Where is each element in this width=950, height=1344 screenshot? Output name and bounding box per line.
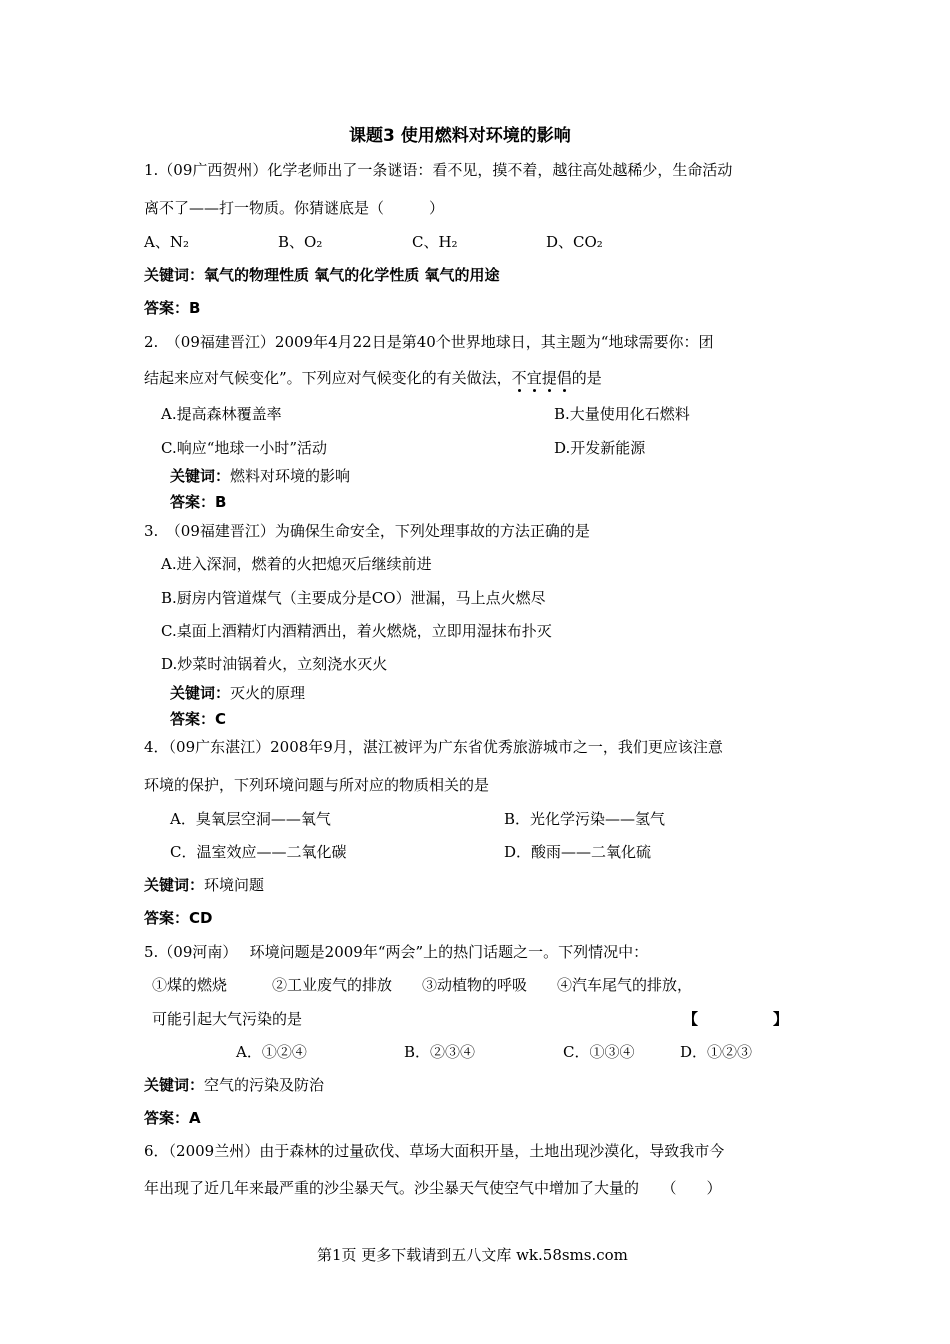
q2-answer: 答案：B — [170, 493, 227, 511]
q1-option-a: A、N₂ — [144, 233, 189, 251]
q1-stem-line2: 离不了——打一物质。你猜谜底是（ ） — [144, 199, 445, 217]
q5-option-d: D．①②③ — [680, 1043, 753, 1061]
q3-keyword-label: 关键词： — [170, 684, 231, 702]
q3-keyword-value: 灭火的原理 — [230, 684, 306, 702]
q5-keyword-value: 空气的污染及防治 — [204, 1076, 325, 1094]
q2-option-c: C.响应“地球一小时”活动 — [161, 439, 328, 457]
q3-keyword — [170, 683, 305, 703]
q2-keyword-label: 关键词： — [170, 467, 231, 485]
q4-keyword-value: 环境问题 — [204, 876, 265, 894]
q5-keyword-label: 关键词： — [144, 1076, 205, 1094]
q4-stem-line2: 环境的保护，下列环境问题与所对应的物质相关的是 — [144, 776, 490, 794]
q2-emphasis-text — [512, 369, 572, 387]
q4-option-a: A．臭氧层空洞——氧气 — [170, 810, 331, 828]
q2-keyword — [170, 466, 350, 486]
q6-stem-line1: 6．（2009兰州）由于森林的过量砍伐、草场大面积开垦，土地出现沙漠化，导致我市今 — [144, 1142, 725, 1160]
q1-option-c: C、H₂ — [412, 233, 458, 251]
page-title: 课题3 使用燃料对环境的影响 — [349, 126, 571, 146]
q2-option-b: B.大量使用化石燃料 — [554, 405, 690, 423]
emph-char: 不 — [511, 369, 527, 387]
q2-stem-line2-text: 结起来应对气候变化”。下列应对气候变化的有关做法， — [144, 369, 512, 387]
q2-stem-line2-end: 的是 — [571, 369, 602, 387]
q4-option-b: B．光化学污染——氢气 — [504, 810, 666, 828]
q5-option-c: C．①③④ — [563, 1043, 635, 1061]
q5-stem: 5.（09河南） 环境问题是2009年“两会”上的热门话题之一。下列情况中： — [144, 943, 649, 961]
page-footer: 第1页 更多下载请到五八文库 wk.58sms.com — [317, 1246, 628, 1264]
q5-items: ①煤的燃烧 ②工业废气的排放 ③动植物的呼吸 ④汽车尾气的排放， — [152, 976, 693, 994]
emph-char: 宜 — [526, 369, 542, 387]
q2-stem-line2 — [144, 368, 602, 388]
q2-option-d: D.开发新能源 — [554, 439, 646, 457]
q4-option-d: D．酸雨——二氧化硫 — [504, 843, 652, 861]
q2-keyword-value: 燃料对环境的影响 — [230, 467, 351, 485]
emph-char: 提 — [541, 369, 557, 387]
q4-keyword — [144, 875, 264, 895]
q3-option-d: D.炒菜时油锅着火，立刻浇水灭火 — [161, 655, 388, 673]
q4-answer: 答案：CD — [144, 909, 213, 927]
q3-option-c: C.桌面上酒精灯内酒精洒出，着火燃烧，立即用湿抹布扑灭 — [161, 622, 552, 640]
q5-option-a: A．①②④ — [236, 1043, 307, 1061]
q3-option-b: B.厨房内管道煤气（主要成分是CO）泄漏，马上点火燃尽 — [161, 589, 546, 607]
q1-answer: 答案：B — [144, 299, 201, 317]
q5-answer-bracket: 【 】 — [683, 1010, 789, 1028]
q3-stem: 3. （09福建晋江）为确保生命安全，下列处理事故的方法正确的是 — [144, 522, 590, 540]
q3-option-a: A.进入深洞，燃着的火把熄灭后继续前进 — [161, 555, 432, 573]
emph-char: 倡 — [556, 369, 572, 387]
q1-option-d: D、CO₂ — [546, 233, 603, 251]
q2-stem-line1: 2. （09福建晋江）2009年4月22日是第40个世界地球日，其主题为“地球需要你：团 — [144, 333, 714, 351]
q5-option-b: B．②③④ — [404, 1043, 476, 1061]
q1-stem-line1: 1.（09广西贺州）化学老师出了一条谜语：看不见，摸不着，越往高处越稀少，生命活动 — [144, 161, 733, 179]
q5-answer: 答案：A — [144, 1109, 201, 1127]
q1-option-b: B、O₂ — [278, 233, 323, 251]
q4-keyword-label: 关键词： — [144, 876, 205, 894]
q4-option-c: C．温室效应——二氧化碳 — [170, 843, 347, 861]
q1-keyword: 关键词：氧气的物理性质 氧气的化学性质 氧气的用途 — [144, 266, 500, 284]
q6-stem-line2: 年出现了近几年来最严重的沙尘暴天气。沙尘暴天气使空气中增加了大量的 （ ） — [144, 1179, 722, 1197]
q4-stem-line1: 4．（09广东湛江）2008年9月，湛江被评为广东省优秀旅游城市之一，我们更应该注意 — [144, 738, 723, 756]
q2-option-a: A.提高森林覆盖率 — [161, 405, 282, 423]
q3-answer: 答案：C — [170, 710, 227, 728]
q5-stem-line2: 可能引起大气污染的是 — [152, 1010, 303, 1028]
q5-keyword — [144, 1075, 324, 1095]
